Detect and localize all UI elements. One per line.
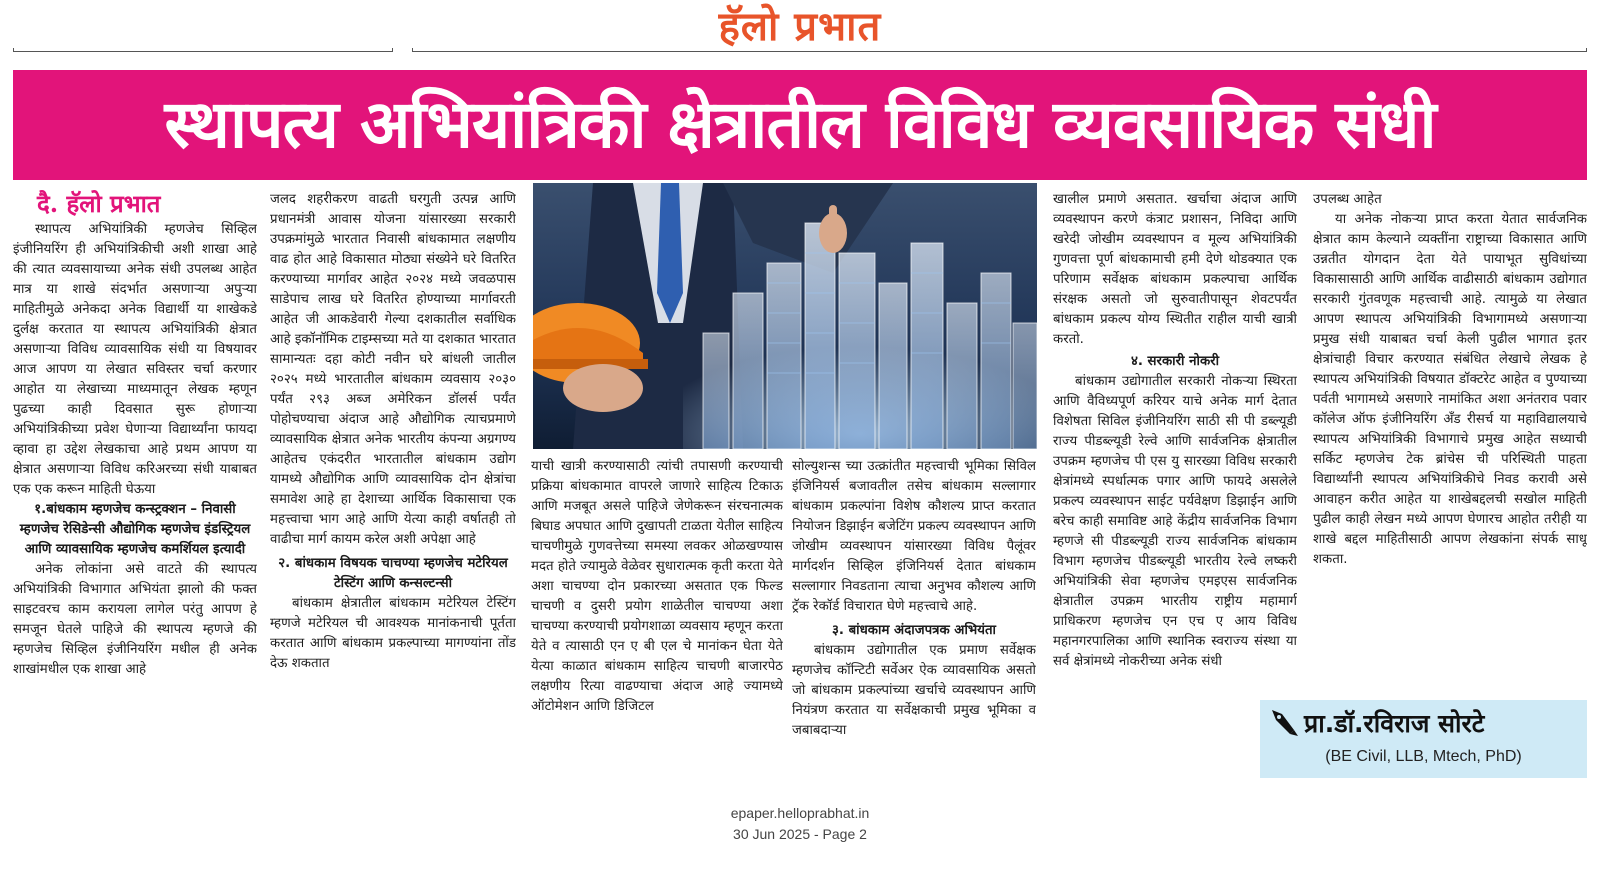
section-heading-4: ४. सरकारी नोकरी	[1130, 354, 1220, 369]
article-column-4	[792, 457, 1036, 790]
masthead-title: हॅलो प्रभात	[718, 3, 882, 50]
author-name: प्रा.डॉ.रविराज सोरटे	[1304, 709, 1485, 738]
byline: दै. हॅलो प्रभात	[37, 190, 161, 218]
col2-paragraph-1: जलद शहरीकरण वाढती घरगुती उत्पन्न आणि प्रधानमंत्री आवास योजना यांसारख्या सरकारी उपक्रमांमुळे भारतात निवासी बांधकामात लक्षणीय वाढ होत आहे विकासात मोठ्या संख्येने घरे वितरित करण्याच्या मार्गावर आहेत २०२४ मध्ये जवळपास साडेपाच लाख घरे वितरित होण्याच्या मार्गावरती आहेत जी आकडेवारी गेल्या दशकातील सर्वाधिक आहे इकॉनॉमिक टाइम्सच्या मते या दशकात भारतात सामान्यतः दहा कोटी नवीन घरे बांधली जातील २०२५ मध्ये भारतातील बांधकाम व्यवसाय २०३० पर्यंत २९३ अब्ज अमेरिकन डॉलर्स पर्यंत पोहोचण्याचा अंदाज आहे औद्योगिक त्याचप्रमाणे व्यावसायिक क्षेत्रात अनेक भारतीय कंपन्या अग्रगण्य आहेतच एकंदरीत भारतातील बांधकाम उद्योग यामध्ये औद्योगिक आणि व्यावसायिक दोन क्षेत्रांचा समावेश आहे हा देशाच्या आर्थिक विकासाचा एक महत्त्वाचा भाग आहे आणि येत्या काही वर्षातही तो वाढीचा मार्ग कायम करेल अशी अपेक्षा आहे	[270, 192, 516, 547]
masthead-rule-left	[13, 48, 393, 52]
section-heading-2: २. बांधकाम विषयक चाचण्या म्हणजेच मटेरियल टेस्टिंग आणि कन्सल्टन्सी	[278, 556, 508, 591]
section-heading-1: १.बांधकाम म्हणजेच कन्स्ट्रक्शन – निवासी म्हणजेच रेसिडेन्सी औद्योगिक म्हणजेच इंडस्ट्रियल आणि व्यावसायिक म्हणजेच कमर्शियल इत्यादी	[19, 502, 251, 557]
article-column-3	[531, 457, 783, 790]
section-heading-3: ३. बांधकाम अंदाजपत्रक अभियंता	[832, 623, 996, 638]
footer-date-page: 30 Jun 2025 - Page 2	[733, 826, 867, 842]
col1-paragraph-2: अनेक लोकांना असे वाटते की स्थापत्य अभियांत्रिकी विभागात अभियंता झालो की फक्त साइटवरच काम करायला लागेल परंतु आपण हे समजून घेतले पाहिजे की स्थापत्य म्हणजे की म्हणजेच सिव्हिल इंजीनियरिंग मधील ही अनेक शाखांमधील एक शाखा आहे	[13, 562, 257, 677]
col2-paragraph-2: बांधकाम क्षेत्रातील बांधकाम मटेरियल टेस्टिंग म्हणजे मटेरियल ची आवश्यक मानांकनाची पूर्तता करतात आणि बांधकाम प्रकल्पाच्या मागण्यांना तोंड देऊ शकतात	[270, 596, 516, 671]
author-box	[1260, 700, 1587, 778]
col5-paragraph-1: खालील प्रमाणे असतात. खर्चाचा अंदाज आणि व्यवस्थापन करणे कंत्राट प्रशासन, निविदा आणि खरेदी जोखीम व्यवस्थापन व मूल्य अभियांत्रिकी गुणवत्ता पूर्ण बांधकामाची हमी देणे थोडक्यात एक परिणाम सर्वेक्षक बांधकाम प्रकल्पाचा आर्थिक संरक्षक असतो जो सुरुवातीपासून शेवटपर्यंत बांधकाम प्रकल्प योग्य स्थितीत राहील याची खात्री करतो.	[1053, 192, 1297, 347]
col3-paragraph-1: याची खात्री करण्यासाठी त्यांची तपासणी करण्याची प्रक्रिया बांधकामात वापरले जाणारे साहित्य टिकाऊ आणि मजबूत असले पाहिजे जेणेकरून संरचनात्मक बिघाड अपघात आणि दुखापती टाळता येतील साहित्य चाचणीमुळे गुणवत्तेच्या समस्या लवकर ओळखण्यास मदत होते ज्यामुळे वेळेवर सुधारात्मक कृती करता येते अशा चाचण्या दोन प्रकारच्या असतात एक फिल्ड चाचणी व दुसरी प्रयोग शाळेतील चाचण्या अशा चाचण्या करण्याची प्रयोगशाळा व्यवसाय म्हणून करता येते व त्यासाठी एन ए बी एल चे मानांकन घेता येते येत्या काळात बांधकाम साहित्य चाचणी बाजारपेठ लक्षणीय रित्या वाढण्याचा अंदाज आहे ज्यामध्ये ऑटोमेशन आणि डिजिटल	[531, 459, 783, 714]
article-column-1	[13, 190, 257, 790]
masthead	[0, 0, 1600, 58]
pen-nib-icon	[1268, 706, 1302, 740]
article-column-6	[1313, 190, 1587, 700]
col6-paragraph-2: या अनेक नोकऱ्या प्राप्त करता येतात सार्वजनिक क्षेत्रात काम केल्याने व्यक्तींना राष्ट्राच्या विकासात आणि उन्नतीत योगदान देता येते पायाभूत सुविधांच्या विकासासाठी आणि आर्थिक वाढीसाठी बांधकाम उद्योगात सरकारी गुंतवणूक महत्त्वाची आहे. त्यामुळे या लेखात आपण स्थापत्य अभियांत्रिकी विभागामध्ये असणाऱ्या प्रमुख संधी याबाबत चर्चा केली पुढील भागात इतर क्षेत्रांचाही विचार करण्यात संबंधित लेखाचे लेखक हे स्थापत्य अभियांत्रिकी विषयात डॉक्टरेट आहेत व पुण्याच्या पर्वती भागामध्ये असणारे नामांकित अशा अनंतराव पवार कॉलेज ऑफ इंजीनियरिंग अँड रीसर्च या महाविद्यालयाचे स्थापत्य अभियांत्रिकी विभागाचे प्रमुख आहेत सध्याची सर्किट म्हणजेच टेक ब्रांचेस ची परिस्थिती पाहता विद्यार्थ्यांनी स्थापत्य अभियांत्रिकीचे निवड करावी असे आवाहन करीत आहेत या शाखेबद्दलची सखोल माहिती पुढील काही लेखन मध्ये आपण घेणारच आहोत तरीही या शाखे बद्दल माहितीसाठी आपण लेखकांना संपर्क साधू शकता.	[1313, 212, 1587, 567]
col4-paragraph-2: बांधकाम उद्योगातील एक प्रमाण सर्वेक्षक म्हणजेच कॉन्टिटी सर्वेअर ऐक व्यावसायिक असतो जो बांधकाम प्रकल्पांच्या खर्चाचे व्यवस्थापन आणि नियंत्रण करतात या सर्वेक्षकाची प्रमुख भूमिका व जबाबदाऱ्या	[792, 643, 1036, 738]
article-photo	[533, 183, 1037, 449]
masthead-rule-right	[412, 48, 1587, 52]
headline-band	[13, 70, 1587, 180]
col1-paragraph-1: स्थापत्य अभियांत्रिकी म्हणजेच सिव्हिल इंजीनियरिंग ही अभियांत्रिकीची अशी शाखा आहे की त्यात व्यवसायाच्या अनेक संधी उपलब्ध आहेत मात्र या शाखे संदर्भात असणाऱ्या अपुऱ्या माहितीमुळे अनेकदा अनेक विद्यार्थी या शाखेकडे दुर्लक्ष करतात या स्थापत्य अभियांत्रिकी क्षेत्रात असणाऱ्या विविध व्यावसायिक संधी या विषयावर आज आपण या लेखात सविस्तर चर्चा करणार आहोत या लेखाच्या माध्यमातून लेखक म्हणून पुढच्या काही दिवसात सुरू होणाऱ्या अभियांत्रिकीच्या प्रवेश घेणाऱ्या विद्यार्थ्यांना फायदा व्हावा हा उद्देश लेखकाचा आहे प्रथम आपण या क्षेत्रात असणाऱ्या विविध करिअरच्या संधी याबाबत एक एक करून माहिती घेऊया	[13, 222, 257, 497]
col5-paragraph-2: बांधकाम उद्योगातील सरकारी नोकऱ्या स्थिरता आणि वैविध्यपूर्ण करियर याचे अनेक मार्ग देतात विशेषता सिविल इंजीनियरिंग साठी सी पी डब्ल्यूडी राज्य पीडब्ल्यूडी रेल्वे आणि सार्वजनिक क्षेत्रातील उपक्रम म्हणजेच पी एस यु सारख्या विविध सरकारी क्षेत्रांमध्ये स्पर्धात्मक पगार आणि फायदे असलेले प्रकल्प व्यवस्थापन साईट पर्यवेक्षण डिझाईन आणि बरेच काही समाविष्ट आहे केंद्रीय सार्वजनिक विभाग म्हणजे सी पीडब्ल्यूडी राज्य सार्वजनिक बांधकाम विभाग म्हणजेच पीडब्ल्यूडी भारतीय रेल्वे लष्करी अभियांत्रिकी सेवा म्हणजेच एमइएस सार्वजनिक क्षेत्रातील उपक्रम भारतीय राष्ट्रीय महामार्ग प्राधिकरण म्हणजेच एन एच ए आय विविध महानगरपालिका आणि स्थानिक स्वराज्य संस्था या सर्व क्षेत्रांमध्ये नोकरीच्या अनेक संधी	[1053, 374, 1297, 669]
article-column-2	[270, 190, 516, 790]
footer-site-link[interactable]: epaper.helloprabhat.in	[730, 805, 870, 821]
col6-paragraph-1: उपलब्ध आहेत	[1313, 192, 1382, 207]
author-credentials: (BE Civil, LLB, Mtech, PhD)	[1325, 748, 1522, 765]
col4-paragraph-1: सोल्युशन्स च्या उत्क्रांतीत महत्त्वाची भूमिका सिविल इंजिनियर्स बजावतील तसेच बांधकाम सल्लागार बांधकाम प्रकल्पांना विशेष कौशल्य प्राप्त करतात नियोजन डिझाईन बजेटिंग प्रकल्प व्यवस्थापन आणि जोखीम व्यवस्थापन यांसारख्या विविध पैलूंवर मार्गदर्शन सिव्हिल इंजिनियर्स देतात बांधकाम सल्लागार निवडताना त्याचा अनुभव कौशल्य आणि ट्रॅक रेकॉर्ड विचारात घेणे महत्त्वाचे आहे.	[792, 459, 1036, 614]
engineer-city-photo-icon	[533, 183, 1037, 449]
article-headline: स्थापत्य अभियांत्रिकी क्षेत्रातील विविध व्यवसायिक संधी	[164, 86, 1436, 163]
